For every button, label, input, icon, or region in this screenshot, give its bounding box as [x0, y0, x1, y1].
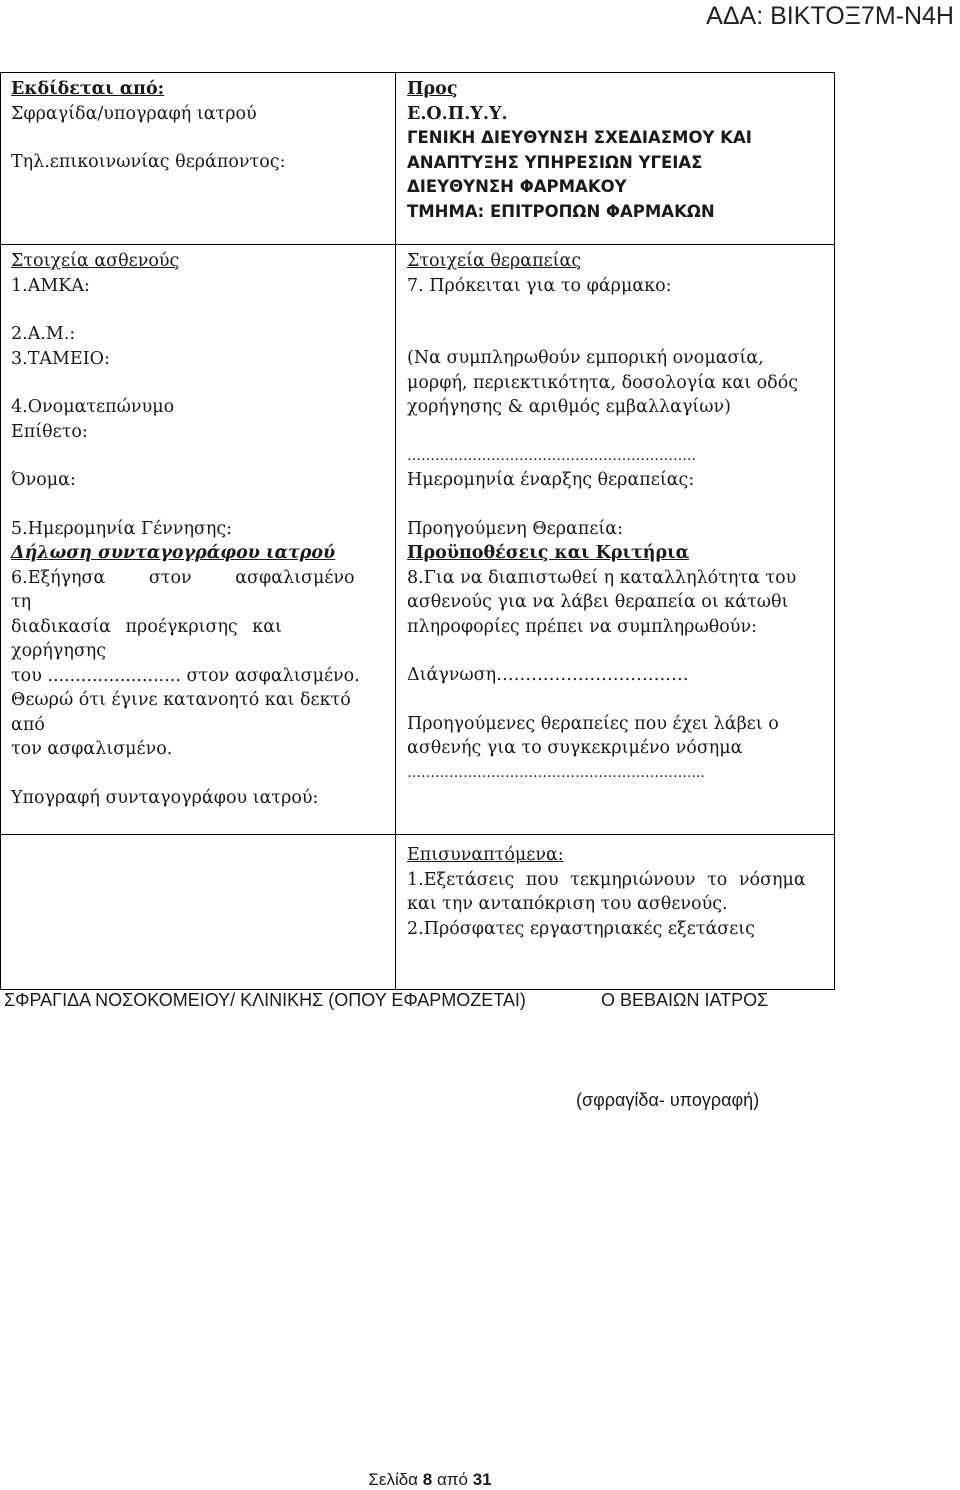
issued-by-label: Εκδίδεται από: [11, 79, 165, 99]
prescriber-signature-label: Υπογραφή συνταγογράφου ιατρού: [11, 787, 319, 808]
drug-dots-line: …………………………………………………….. [407, 447, 696, 464]
referral-form-table [0, 72, 835, 990]
ada-code: ΑΔΑ: ΒΙΚΤΟΞ7Μ-Ν4Η [706, 2, 954, 30]
fullname-label: 4.Ονοματεπώνυμο [11, 397, 175, 417]
criteria-line-3: πληροφορίες πρέπει να συμπληρωθούν: [407, 616, 757, 637]
attachments-cell [396, 835, 835, 990]
therapy-section-title: Στοιχεία θεραπείας [407, 251, 582, 271]
of-word: από [436, 1470, 468, 1489]
amka-label: 1.ΑΜΚΑ: [11, 275, 90, 296]
directorate-line-3: ΔΙΕΥΘΥΝΣΗ ΦΑΡΜΑΚΟΥ [407, 177, 627, 196]
page-word: Σελίδα [368, 1470, 419, 1489]
declaration-line-5: τον ασφαλισμένο. [11, 739, 173, 759]
hospital-stamp-label: ΣΦΡΑΓΙΔΑ ΝΟΣΟΚΟΜΕΙΟΥ/ ΚΛΙΝΙΚΗΣ (ΟΠΟΥ ΕΦΑΡΜΟΖΕΤΑΙ) [4, 990, 526, 1010]
drug-note-line-3: χορήγησης & αριθμός εμβαλλαγίων) [407, 397, 731, 417]
surname-label: Επίθετο: [11, 421, 88, 442]
total-pages: 31 [472, 1470, 492, 1489]
start-date-label: Ημερομηνία έναρξης θεραπείας: [407, 470, 695, 490]
empty-cell [1, 835, 396, 990]
criteria-title: Προϋποθέσεις και Κριτήρια [407, 543, 690, 563]
recipient-cell [396, 73, 835, 245]
prev-treatments-line-2: ασθενής για το συγκεκριμένο νόσημα [407, 738, 743, 758]
fund-label: 3.ΤΑΜΕΙΟ: [11, 348, 110, 369]
patient-cell [1, 245, 396, 835]
criteria-line-2: ασθενούς για να λάβει θεραπεία οι κάτωθι [407, 592, 789, 612]
declaration-title: Δήλωση συνταγογράφου ιατρού [11, 543, 336, 563]
attachment-1-line-2: και την ανταπόκριση του ασθενούς. [407, 894, 728, 914]
page-number [0, 1470, 860, 1490]
attachments-title: Επισυναπτόμενα: [407, 845, 564, 865]
org-label: Ε.Ο.Π.Υ.Υ. [407, 103, 508, 124]
attachment-1-line-1: 1.Εξετάσεις που τεκμηριώνουν το νόσημα [407, 869, 806, 890]
declaration-line-1 [11, 566, 389, 615]
current-page: 8 [422, 1470, 433, 1489]
directorate-line-4: ΤΜΗΜΑ: ΕΠΙΤΡΟΠΩΝ ΦΑΡΜΑΚΩΝ [407, 201, 715, 221]
directorate-line-2: ΑΝΑΠΤΥΞΗΣ ΥΠΗΡΕΣΙΩΝ ΥΓΕΙΑΣ [407, 152, 703, 172]
am-label: 2.Α.Μ.: [11, 324, 76, 344]
drug-note-line-2: μορφή, περιεκτικότητα, δοσολογία και οδός [407, 372, 799, 393]
directorate-line-1: ΓΕΝΙΚΗ ΔΙΕΥΘΥΝΣΗ ΣΧΕΔΙΑΣΜΟΥ ΚΑΙ [407, 128, 752, 147]
drug-note-line-1: (Να συμπληρωθούν εμπορική ονομασία, [407, 348, 764, 368]
patient-section-title: Στοιχεία ασθενούς [11, 251, 180, 271]
diagnosis-label: Διάγνωση…………………………… [407, 665, 689, 685]
drug-label: 7. Πρόκειται για το φάρμακο: [407, 275, 672, 296]
dob-label: 5.Ημερομηνία Γέννησης: [11, 518, 233, 539]
certifying-doctor-label: Ο ΒΕΒΑΙΩΝ ΙΑΤΡΟΣ [601, 990, 769, 1010]
previous-therapy-label: Προηγούμενη Θεραπεία: [407, 518, 623, 539]
criteria-line-1: 8.Για να διαπιστωθεί η καταλληλότητα του [407, 567, 797, 588]
name-label: Όνομα: [11, 470, 76, 490]
prev-treatments-dots: …………………………………………………….... [407, 764, 705, 781]
issuer-cell [1, 73, 396, 245]
declaration-line-4: Θεωρώ ότι έγινε κατανοητό και δεκτό από [11, 690, 351, 735]
declaration-line-2: διαδικασία προέγκρισης και χορήγησης [11, 616, 282, 661]
declaration-line-1-text: 6.Εξήγησα στον ασφαλισμένο τη [11, 567, 355, 612]
prev-treatments-line-1: Προηγούμενες θεραπείες που έχει λάβει ο [407, 713, 779, 734]
doctor-seal-label: Σφραγίδα/υπογραφή ιατρού [11, 103, 257, 124]
therapy-cell [396, 245, 835, 835]
to-label: Προς [407, 79, 458, 99]
attachment-2: 2.Πρόσφατες εργαστηριακές εξετάσεις [407, 918, 755, 939]
phone-label: Τηλ.επικοινωνίας θεράποντος: [11, 152, 286, 172]
seal-signature-label: (σφραγίδα- υπογραφή) [576, 1090, 760, 1110]
declaration-line-3: του ........................ στον ασφαλισμένο. [11, 665, 360, 686]
